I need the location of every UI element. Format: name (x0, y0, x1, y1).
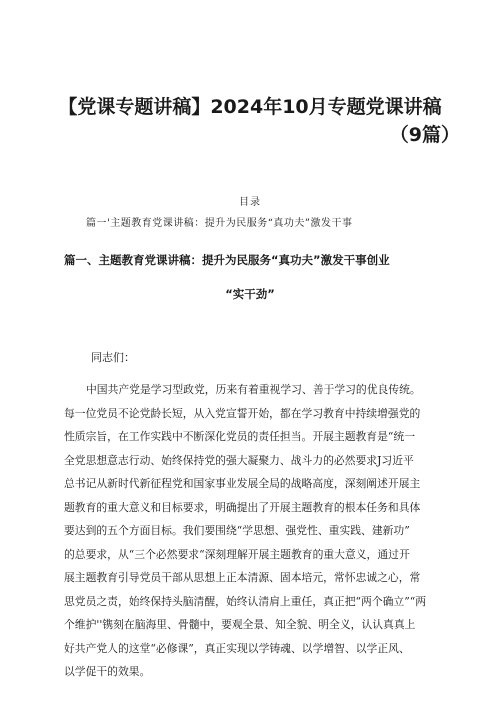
paragraph-line: 的总要求，从“三个必然要求“深刻理解开展主题教育的重大意义，通过开 (64, 547, 410, 561)
document-title-line-2: （9篇） (389, 124, 460, 146)
paragraph-line: 好共产党人的这堂“必修课”，真正实现以学铸魂、以学增智、以学正风、 (64, 641, 410, 655)
toc-heading: 目录 (239, 197, 261, 208)
paragraph-line: 思党员之责，始终保持头脑清醒，始终认清肩上重任，真正把“两个确立”“两 (64, 594, 427, 608)
section-title-line-2: “实干劲” (225, 287, 275, 301)
paragraph-line: 要达到的五个方面目标。我们要围绕“学思想、强党性、重实践、建新功” (64, 524, 410, 537)
paragraph-line: 展主题教育引导党员干部从思想上正本清源、固本培元，常怀忠诚之心，常 (64, 571, 421, 584)
paragraph-line: 个维护''镌刻在脑海里、骨髓中，要观全景、知全貌、明全义，认认真真上 (64, 618, 416, 631)
paragraph-line: 总书记从新时代新征程党和国家事业发展全局的战略高度，深刻阐述开展主 (64, 477, 421, 490)
paragraph-line: 题教育的重大意义和目标要求，明确提出了开展主题教育的根本任务和具体 (64, 500, 421, 514)
paragraph-line: 全党思想意志行动、始终保持党的强大凝聚力、战斗力的必然要求J习近平 (64, 453, 414, 467)
greeting: 同志们： (91, 351, 135, 364)
paragraph-line: 每一位党员不论党龄长短，从入党宣誓开始，都在学习教育中持续增强党的 (64, 406, 421, 420)
document-title-line-1: 【党课专题讲稿】2024年10月专题党课讲稿 (58, 96, 442, 118)
toc-item: 篇一'主题教育党课讲稿：提升为民服务“真功夫”激发干事 (86, 218, 353, 229)
section-title-line-1: 篇一、主题教育党课讲稿：提升为民服务“真功夫”激发干事创业 (64, 253, 390, 267)
paragraph-line: 中国共产党是学习型政党，历来有着重视学习、善于学习的优良传统。 (86, 383, 421, 396)
paragraph-line: 性质宗旨，在工作实践中不断深化党员的责任担当。开展主题教育是“统一 (64, 430, 416, 443)
paragraph-line: 以学促干的效果。 (64, 665, 151, 678)
body-paragraph (64, 378, 436, 684)
